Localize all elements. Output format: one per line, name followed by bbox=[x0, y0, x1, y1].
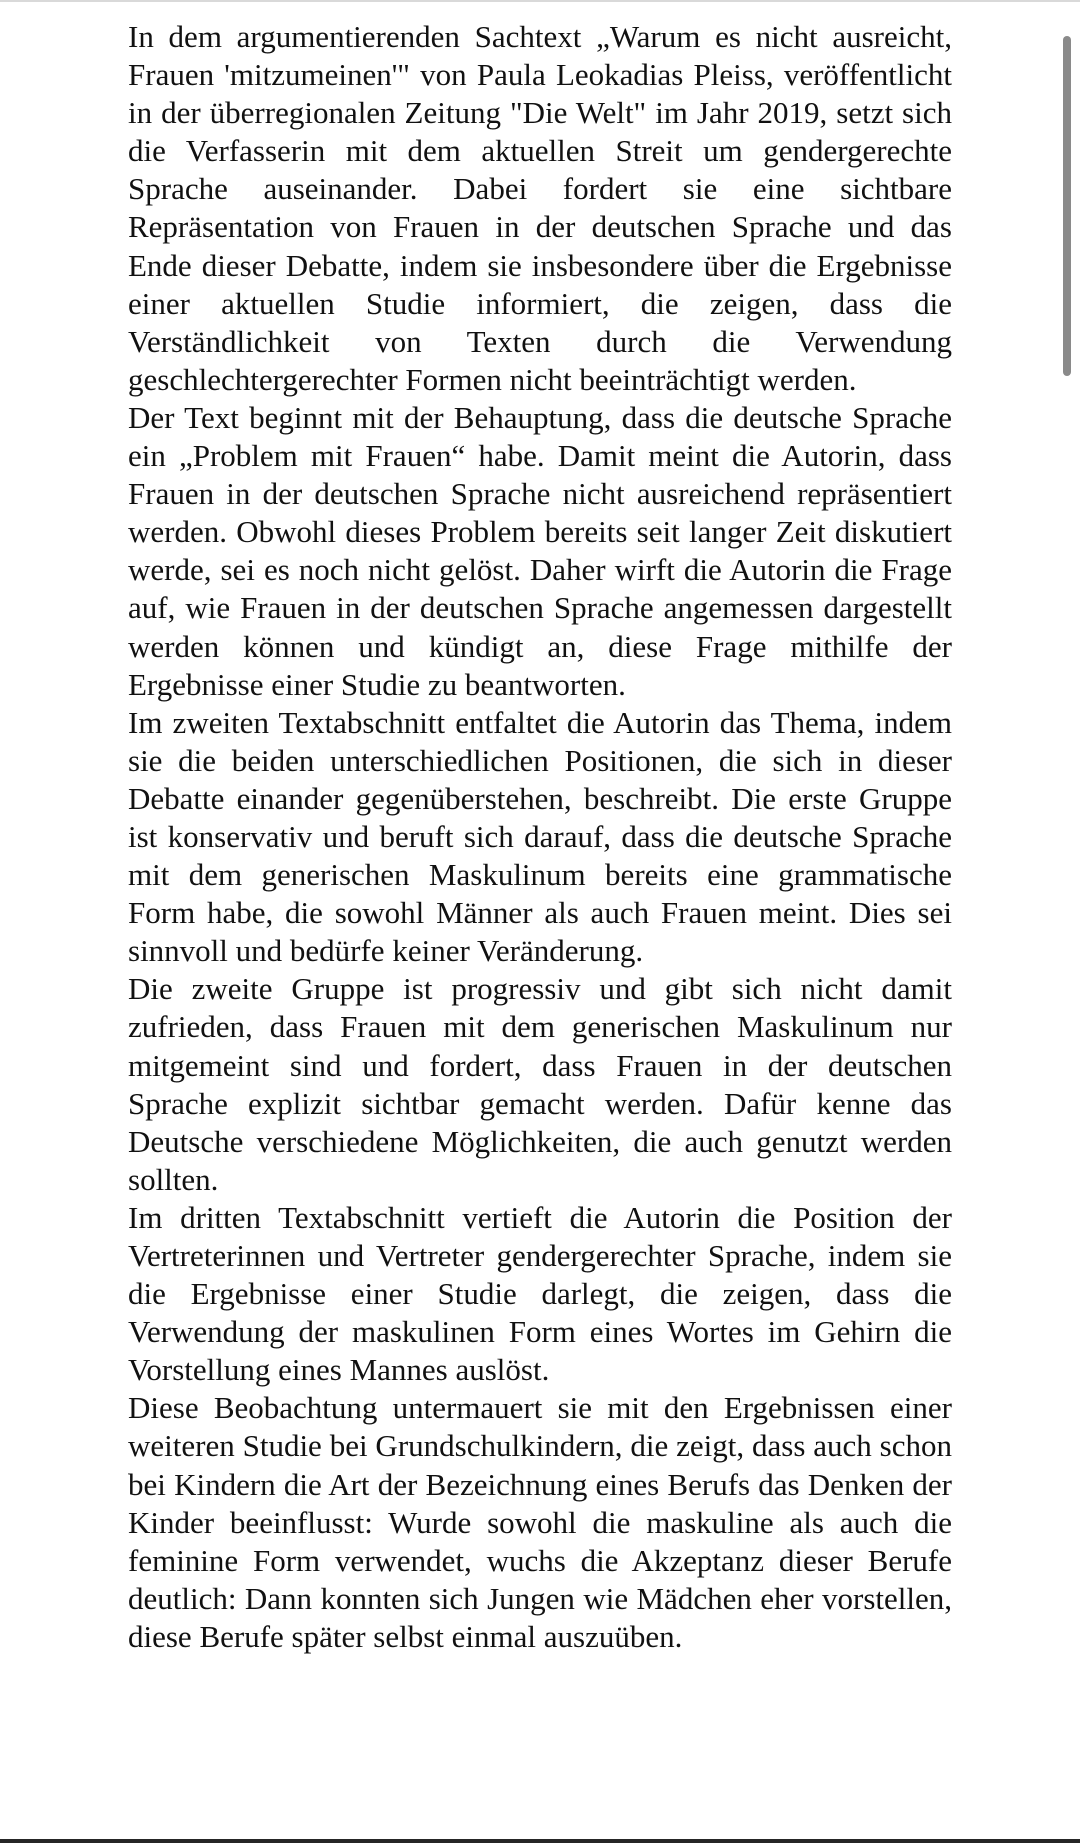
top-divider bbox=[0, 0, 1080, 2]
bottom-divider bbox=[0, 1839, 1080, 1843]
paragraph-progressive-group: Die zweite Gruppe ist progressiv und gibt sich nicht damit zufrieden, dass Frauen mit dem generischen Maskulinum nur mitgemeint sind und fordert, dass Frauen in der deutschen Sprache explizit sichtbar gemacht werden. Dafür kenne das Deutsche verschiedene Möglichkeiten, die auch genutzt werden sollten. bbox=[128, 971, 952, 1197]
paragraph-introduction: In dem argumentierenden Sachtext „Warum es nicht ausreicht, Frauen 'mitzumeinen'" von Paula Leokadias Pleiss, veröffentlicht in der überregionalen Zeitung "Die Welt" im Jahr 2019, setzt sich die Verfasserin mit dem aktuellen Streit um gendergerechte Sprache auseinander. Dabei fordert sie eine sichtbare Repräsentation von Frauen in der deutschen Sprache und das Ende dieser Debatte, indem sie insbesondere über die Ergebnisse einer aktuellen Studie informiert, die zeigen, dass die Verständlichkeit von Texten durch die Verwendung geschlechtergerechter Formen nicht beeinträchtigt werden. bbox=[128, 19, 952, 397]
paragraph-third-section: Im dritten Textabschnitt vertieft die Autorin die Position der Vertreterinnen und Vertreter gendergerechter Sprache, indem sie die Ergebnisse einer Studie darlegt, die zeigen, dass die Verwendung der maskulinen Form eines Wortes im Gehirn die Vorstellung eines Mannes auslöst. bbox=[128, 1199, 952, 1388]
document-text bbox=[128, 18, 952, 1656]
paragraph-study-children: Diese Beobachtung untermauert sie mit den Ergebnissen einer weiteren Studie bei Grundschulkindern, die zeigt, dass auch schon bei Kindern die Art der Bezeichnung eines Berufs das Denken der Kinder beeinflusst: Wurde sowohl die maskuline als auch die feminine Form verwendet, wuchs die Akzeptanz dieser Berufe deutlich: Dann konnten sich Jungen wie Mädchen eher vorstellen, diese Berufe später selbst einmal auszuüben. bbox=[128, 1390, 952, 1654]
paragraph-problem: Der Text beginnt mit der Behauptung, dass die deutsche Sprache ein „Problem mit Frauen“ habe. Damit meint die Autorin, dass Frauen in der deutschen Sprache nicht ausreichend repräsentiert werden. Obwohl dieses Problem bereits seit langer Zeit diskutiert werde, sei es noch nicht gelöst. Daher wirft die Autorin die Frage auf, wie Frauen in der deutschen Sprache angemessen dargestellt werden können und kündigt an, diese Frage mithilfe der Ergebnisse einer Studie zu beantworten. bbox=[128, 399, 952, 702]
paragraph-second-section: Im zweiten Textabschnitt entfaltet die Autorin das Thema, indem sie die beiden unterschiedlichen Positionen, die sich in dieser Debatte einander gegenüberstehen, beschreibt. Die erste Gruppe ist konservativ und beruft sich darauf, dass die deutsche Sprache mit dem generischen Maskulinum bereits eine grammatische Form habe, die sowohl Männer als auch Frauen meint. Dies sei sinnvoll und bedürfe keiner Veränderung. bbox=[128, 704, 952, 969]
scrollbar-thumb[interactable] bbox=[1063, 36, 1071, 376]
